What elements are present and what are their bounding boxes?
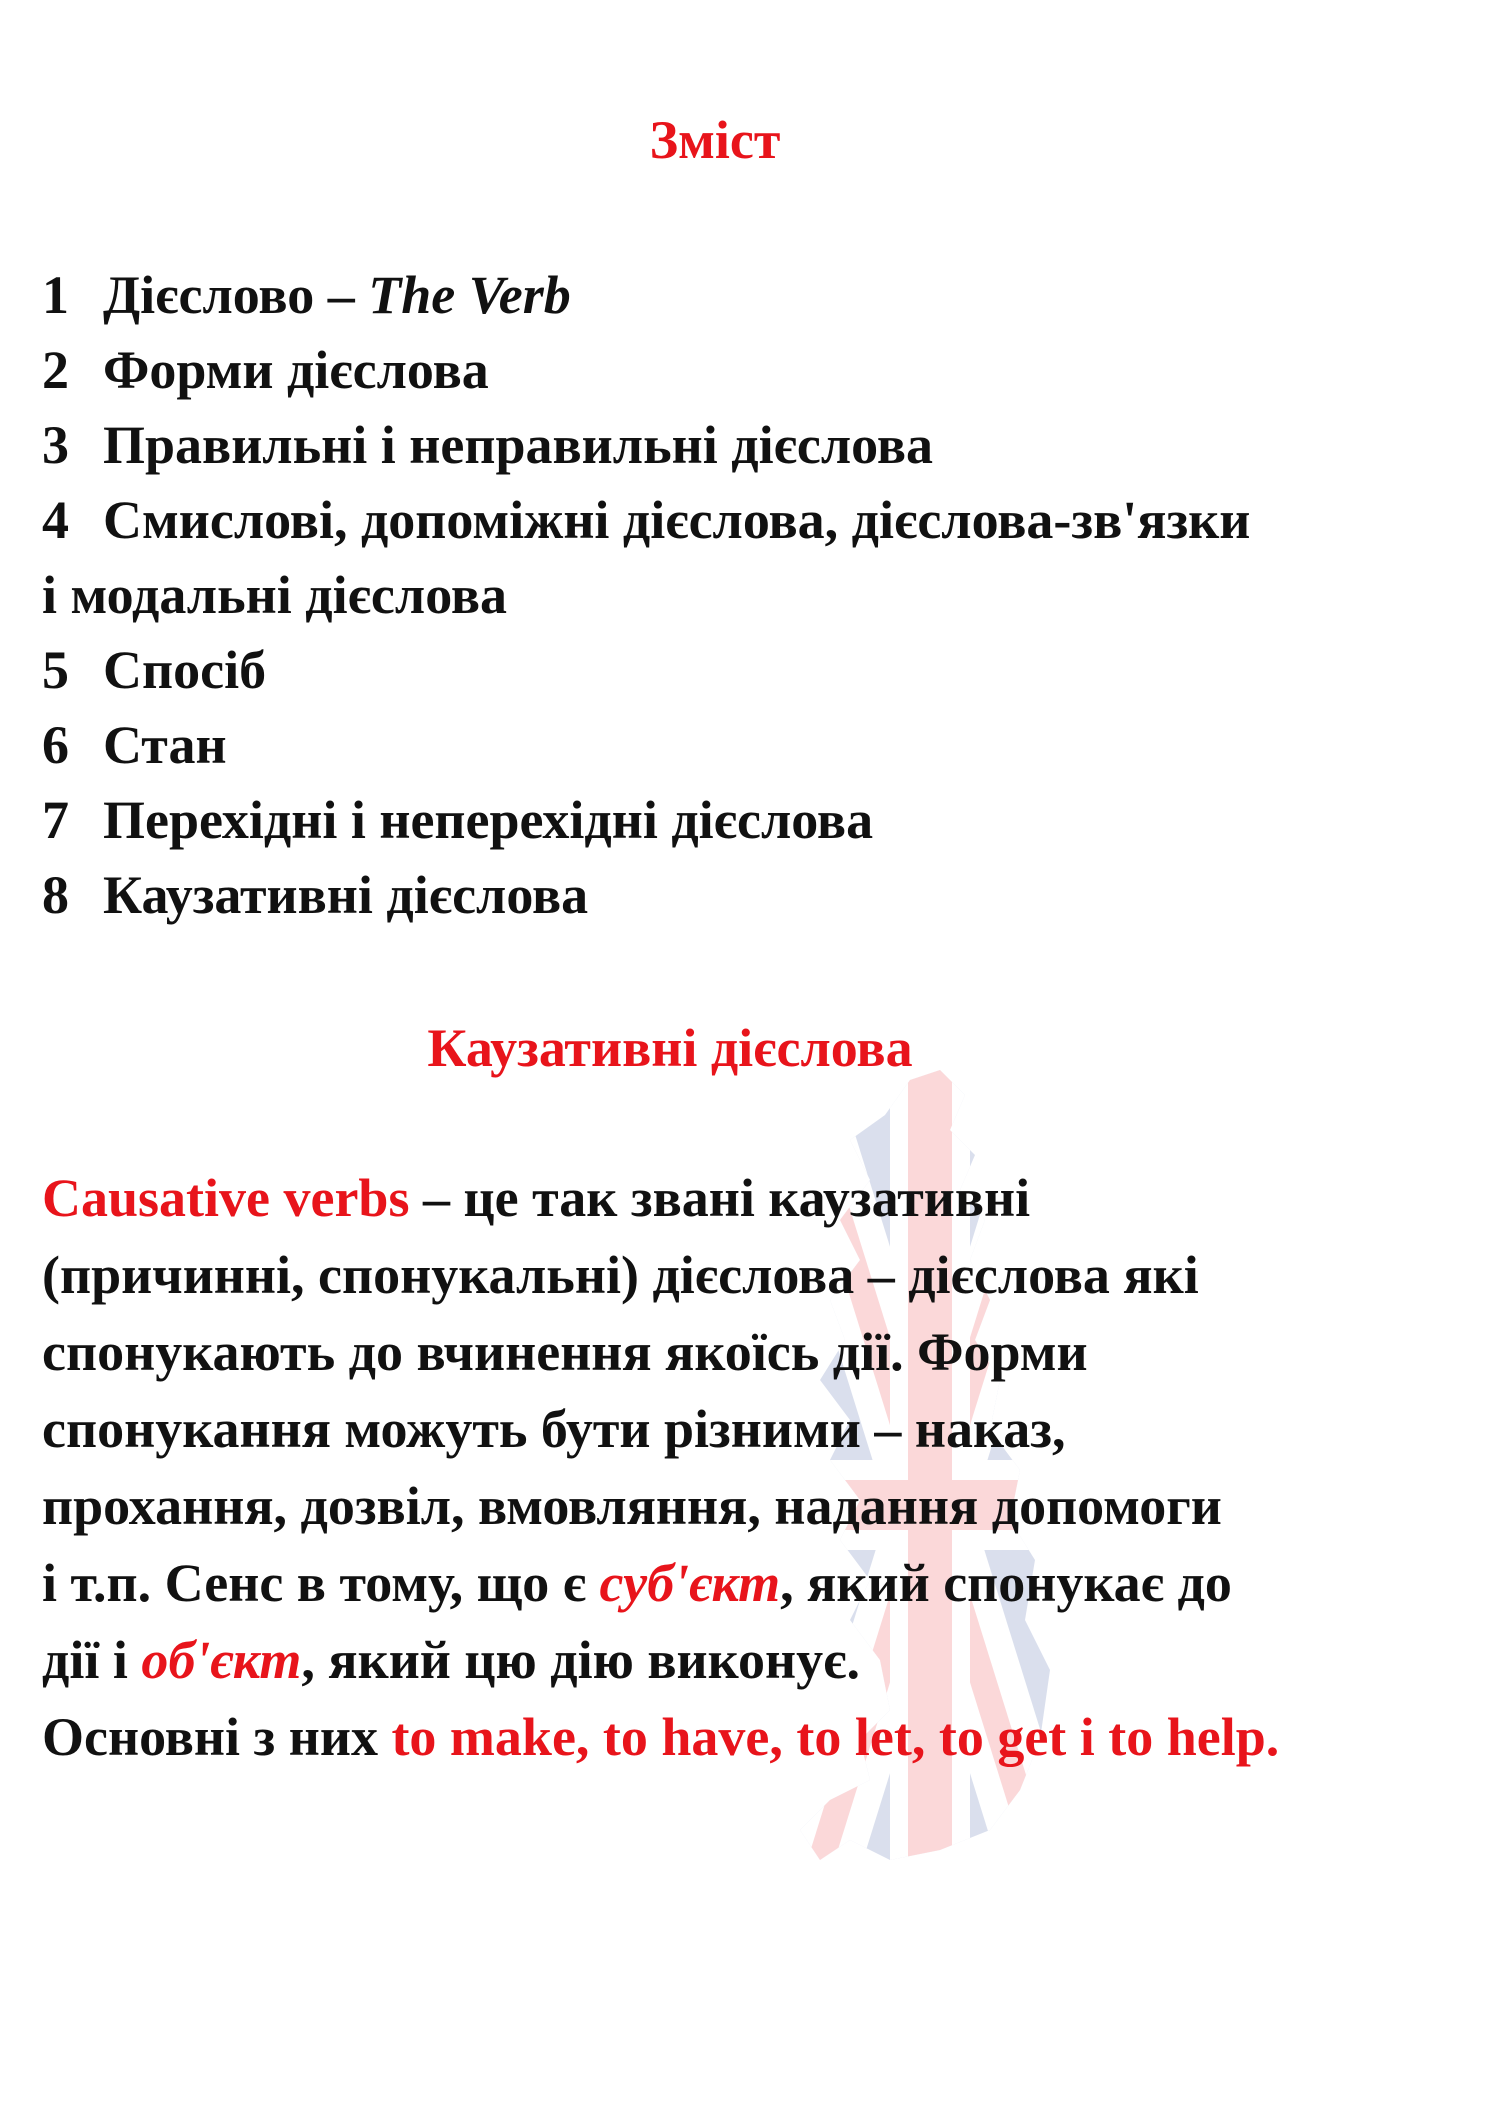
toc-item-continuation [42,558,1482,633]
section-paragraph [42,1160,1482,1776]
toc-item-text: Перехідні і неперехідні дієслова [103,790,874,850]
toc-item [42,258,1482,333]
paragraph-text: – це так звані каузативні [409,1168,1031,1228]
toc-item-text: Форми дієслова [103,340,489,400]
toc-item-number: 2 [42,340,69,400]
toc-item-text: Правильні і неправильні дієслова [103,415,933,475]
toc-item-number: 1 [42,265,69,325]
paragraph-line [42,1622,1482,1699]
term-object: об'єкт [141,1630,302,1690]
paragraph-text: дії і [42,1630,142,1690]
toc-item-text: Смислові, допоміжні дієслова, дієслова-зв'язки [103,490,1251,550]
paragraph-line [42,1160,1482,1237]
term-subject: суб'єкт [599,1553,781,1613]
paragraph-line: спонукання можуть бути різними – наказ, [42,1399,1066,1459]
section-title: Каузативні дієслова [427,1018,913,1078]
toc-item-number: 3 [42,415,69,475]
toc-item [42,783,1482,858]
toc-item-text: і модальні дієслова [42,565,508,625]
toc-item-text: Каузативні дієслова [103,865,589,925]
paragraph-text: і т.п. Сенс в тому, що є [42,1553,600,1613]
toc-item [42,708,1482,783]
paragraph-text: , який спонукає до [780,1553,1232,1613]
toc-item-number: 5 [42,640,69,700]
toc-list [42,258,1482,933]
toc-item [42,858,1482,933]
paragraph-line [42,1545,1482,1622]
toc-item-number: 4 [42,490,69,550]
paragraph-text: , який цю дію виконує. [301,1630,861,1690]
toc-item-number: 8 [42,865,69,925]
term-causative-list: to make, to have, to let, to get і to help. [391,1707,1280,1767]
term-causative-verbs: Causative verbs [42,1168,410,1228]
toc-item-text: Стан [103,715,227,775]
toc-item-text-english: The Verb [368,265,571,325]
toc-title: Зміст [649,110,781,170]
toc-item-number: 6 [42,715,69,775]
paragraph-line [42,1699,1482,1776]
toc-item [42,333,1482,408]
toc-item [42,483,1482,558]
paragraph-text: Основні з них [42,1707,392,1767]
toc-item-text: Спосіб [103,640,267,700]
toc-item-text: Дієслово – [103,265,369,325]
paragraph-line: спонукають до вчинення якоїсь дії. Форми [42,1322,1088,1382]
toc-item [42,408,1482,483]
paragraph-line: прохання, дозвіл, вмовляння, надання допомоги [42,1476,1222,1536]
paragraph-line: (причинні, спонукальні) дієслова – дієслова які [42,1245,1199,1305]
toc-item-number: 7 [42,790,69,850]
toc-item [42,633,1482,708]
